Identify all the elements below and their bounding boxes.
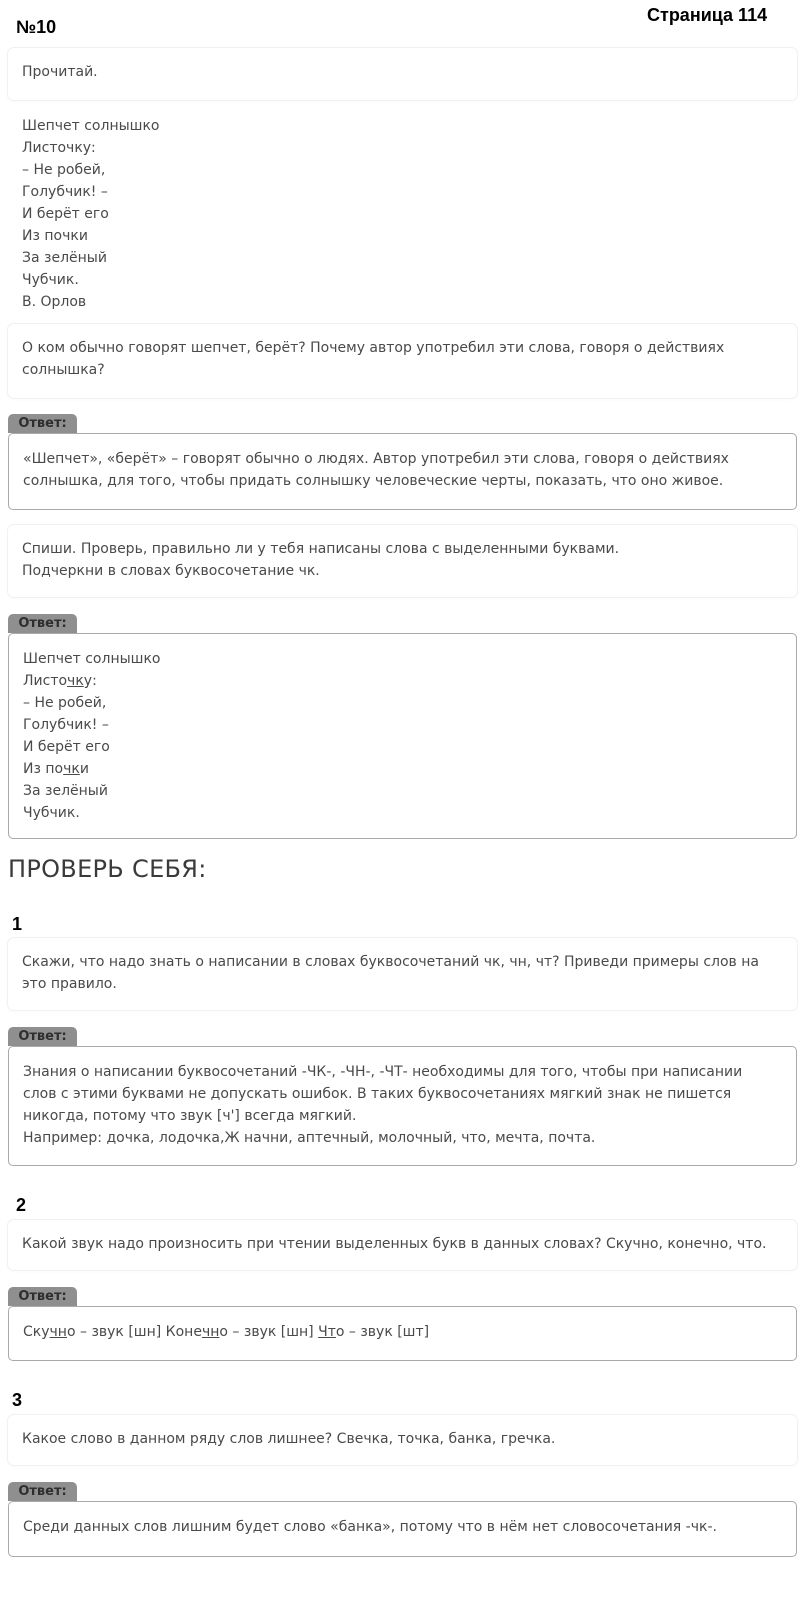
underlined-letters: чн bbox=[49, 1324, 67, 1340]
text-part: – звук [шн] bbox=[227, 1324, 319, 1340]
question-card bbox=[8, 938, 797, 1010]
page-number: Страница 114 bbox=[647, 5, 768, 25]
answer-label: Ответ: bbox=[8, 414, 77, 433]
poem-line: Шепчет солнышко bbox=[22, 118, 160, 134]
poem bbox=[22, 115, 159, 313]
poem-line: – Не робей, bbox=[23, 695, 107, 711]
question-card bbox=[8, 1220, 797, 1270]
question-text: Какой звук надо произносить при чтении выделенных букв в данных словах? Скучно, конечно, что. bbox=[22, 1236, 767, 1252]
question-text: солнышка? bbox=[22, 362, 105, 378]
question-text: Какое слово в данном ряду слов лишнее? Свечка, точка, банка, гречка. bbox=[22, 1431, 556, 1447]
answer-text: Например: дочка, лодочка,Ж начни, аптечный, молочный, что, мечта, почта. bbox=[23, 1130, 596, 1146]
answer-box bbox=[8, 433, 797, 510]
question-text: Спиши. Проверь, правильно ли у тебя написаны слова с выделенными буквами. bbox=[22, 541, 620, 557]
text-part: Из по bbox=[23, 761, 64, 777]
answer-text: слов с этими буквами не допускать ошибок. В таких буквосочетаниях мягкий знак не пишется bbox=[23, 1086, 732, 1102]
text-part: Ску bbox=[23, 1324, 50, 1340]
poem-line: За зелёный bbox=[22, 250, 107, 266]
underlined-letters: Чт bbox=[318, 1324, 336, 1340]
question-text: это правило. bbox=[22, 976, 117, 992]
poem-line: Голубчик! – bbox=[23, 717, 109, 733]
task-number: №10 bbox=[16, 17, 57, 37]
answer-box bbox=[8, 1501, 797, 1557]
question-number: 1 bbox=[12, 914, 23, 934]
poem-line: И берёт его bbox=[22, 206, 109, 222]
underlined-letters: чн bbox=[201, 1324, 220, 1340]
answer-label: Ответ: bbox=[8, 1287, 77, 1306]
text-part: о bbox=[66, 1324, 76, 1340]
poem-line: Голубчик! – bbox=[22, 184, 108, 200]
instruction-card bbox=[8, 48, 797, 100]
poem-line bbox=[23, 670, 782, 692]
answer-box bbox=[8, 1046, 797, 1166]
answer-text: никогда, потому что звук [ч'] всегда мягкий. bbox=[23, 1108, 357, 1124]
poem-line bbox=[23, 758, 782, 780]
underlined-letters: чк bbox=[67, 673, 84, 689]
instruction-text: Прочитай. bbox=[22, 64, 98, 80]
poem-line: – Не робей, bbox=[22, 162, 106, 178]
answer-text: солнышка, для того, чтобы придать солнышку человеческие черты, показать, что оно живое. bbox=[23, 473, 724, 489]
question-card bbox=[8, 1415, 797, 1465]
poem-line: Чубчик. bbox=[23, 805, 80, 821]
question-card bbox=[8, 324, 797, 398]
text-part: о bbox=[335, 1324, 345, 1340]
poem-line: За зелёный bbox=[23, 783, 108, 799]
section-title: ПРОВЕРЬ СЕБЯ: bbox=[8, 855, 207, 883]
answer-text: Среди данных слов лишним будет слово «банка», потому что в нём нет словосочетания -чк-. bbox=[23, 1519, 717, 1535]
question-text: О ком обычно говорят шепчет, берёт? Почему автор употребил эти слова, говоря о действиях bbox=[22, 340, 725, 356]
poem-line: Листочку: bbox=[22, 140, 96, 156]
text-part: и bbox=[79, 761, 89, 777]
text-part: Коне bbox=[165, 1324, 202, 1340]
poem-line: Шепчет солнышко bbox=[23, 651, 161, 667]
question-card bbox=[8, 525, 797, 597]
poem-line: Из почки bbox=[22, 228, 88, 244]
question-text: Скажи, что надо знать о написании в словах буквосочетаний чк, чн, чт? Приведи примеры слов на bbox=[22, 954, 759, 970]
answer-box bbox=[8, 1306, 797, 1361]
text-part: – звук [шн] bbox=[75, 1324, 166, 1340]
answer-text: Знания о написании буквосочетаний -ЧК-, -ЧН-, -ЧТ- необходимы для того, чтобы при написании bbox=[23, 1064, 743, 1080]
answer-text: «Шепчет», «берёт» – говорят обычно о людях. Автор употребил эти слова, говоря о действиях bbox=[23, 451, 729, 467]
poem-author: В. Орлов bbox=[22, 294, 87, 310]
answer-text bbox=[23, 1321, 782, 1343]
answer-label: Ответ: bbox=[8, 614, 77, 633]
answer-box bbox=[8, 633, 797, 839]
poem-line: И берёт его bbox=[23, 739, 110, 755]
question-text: Подчеркни в словах буквосочетание чк. bbox=[22, 563, 320, 579]
text-part: у: bbox=[83, 673, 97, 689]
poem-line: Чубчик. bbox=[22, 272, 79, 288]
answer-label: Ответ: bbox=[8, 1482, 77, 1501]
underlined-letters: чк bbox=[63, 761, 80, 777]
text-part: – звук [шт] bbox=[344, 1324, 430, 1340]
text-part: Листо bbox=[23, 673, 68, 689]
answer-label: Ответ: bbox=[8, 1027, 77, 1046]
question-number: 2 bbox=[16, 1195, 27, 1215]
text-part: о bbox=[219, 1324, 228, 1340]
question-number: 3 bbox=[12, 1390, 23, 1410]
